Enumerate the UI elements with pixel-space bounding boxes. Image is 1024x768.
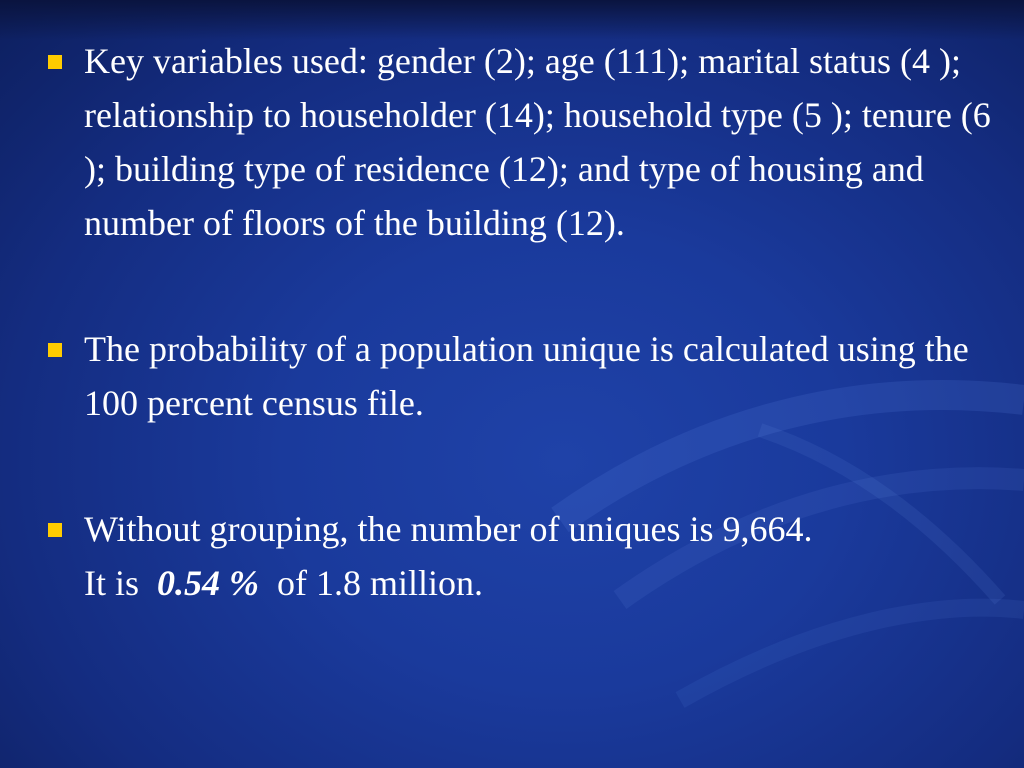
percentage-emphasis: 0.54 % xyxy=(157,563,260,603)
bullet-text: Key variables used: gender (2); age (111); marital status (4 ); relationship to householder (14); household type (5 ); tenure (6 ); building type of residence (12); and type of housing and number of floors of the building (12). xyxy=(84,41,991,243)
bullet-line-1: Without grouping, the number of uniques is 9,664. xyxy=(84,509,813,549)
line-prefix: It is xyxy=(84,563,140,603)
bullet-text: The probability of a population unique is calculated using the 100 percent census file. xyxy=(84,329,969,423)
spacer xyxy=(44,250,1004,322)
bullet-key-variables xyxy=(44,34,1004,250)
bullet-line-2 xyxy=(84,556,1004,610)
slide-content xyxy=(44,34,1004,610)
bullet-probability xyxy=(44,322,1004,430)
line-suffix: of 1.8 million. xyxy=(277,563,484,603)
spacer xyxy=(44,430,1004,502)
square-bullet-icon xyxy=(48,55,62,69)
square-bullet-icon xyxy=(48,523,62,537)
square-bullet-icon xyxy=(48,343,62,357)
bullet-uniques xyxy=(44,502,1004,610)
